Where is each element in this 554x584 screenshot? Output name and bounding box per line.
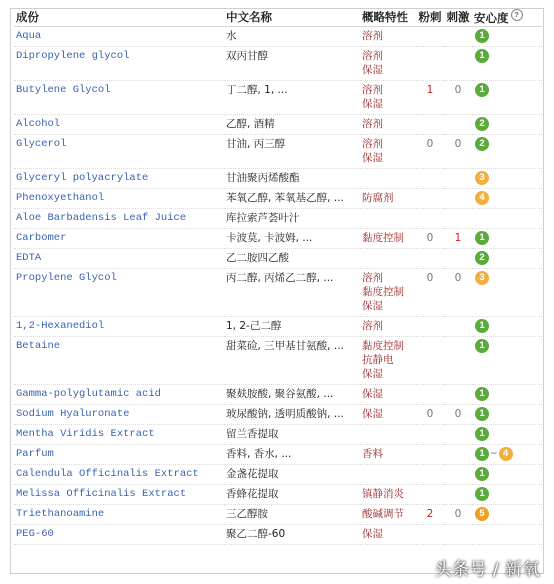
header-safety-label: 安心度 xyxy=(474,12,509,25)
function-tag: 溶剂 xyxy=(362,118,383,130)
safety-badge: 1 xyxy=(475,339,489,353)
function-tag: 保湿 xyxy=(362,408,383,420)
table-row xyxy=(14,189,542,209)
acne-score xyxy=(416,209,444,229)
chinese-name: 卡波莫, 卡波姆, ... xyxy=(224,229,360,249)
safety-badge: 1 xyxy=(475,49,489,63)
irritation-score xyxy=(444,189,472,209)
acne-score xyxy=(416,485,444,505)
header-irritation[interactable]: 刺激 xyxy=(444,8,472,27)
ingredient-link[interactable]: Triethanoamine xyxy=(14,505,224,525)
safety-cell xyxy=(472,405,542,425)
header-ingredient[interactable]: 成份 xyxy=(14,8,224,27)
ingredient-link[interactable]: 1,2-Hexanediol xyxy=(14,317,224,337)
acne-score xyxy=(416,249,444,269)
function-tag: 保湿 xyxy=(362,388,383,400)
function-cell xyxy=(360,209,416,229)
safety-cell xyxy=(472,525,542,545)
function-tag: 抗静电 xyxy=(362,354,394,366)
acne-score xyxy=(416,169,444,189)
header-acne[interactable]: 粉刺 xyxy=(416,8,444,27)
safety-cell xyxy=(472,115,542,135)
ingredient-link[interactable]: Aloe Barbadensis Leaf Juice xyxy=(14,209,224,229)
function-tag: 黏度控制 xyxy=(362,340,404,352)
chinese-name: 金盏花提取 xyxy=(224,465,360,485)
table-body xyxy=(14,27,542,545)
ingredient-link[interactable]: Aqua xyxy=(14,27,224,47)
irritation-score xyxy=(444,525,472,545)
table-row xyxy=(14,249,542,269)
chinese-name: 甘油, 丙三醇 xyxy=(224,135,360,169)
help-icon[interactable]: ? xyxy=(511,9,523,21)
irritation-score xyxy=(444,115,472,135)
header-function[interactable]: 概略特性 xyxy=(360,8,416,27)
ingredient-link[interactable]: Carbomer xyxy=(14,229,224,249)
watermark: 头条号 / 新氧 xyxy=(434,560,540,580)
function-tag: 保湿 xyxy=(362,64,383,76)
range-separator: ~ xyxy=(490,449,498,459)
function-tag: 溶剂 xyxy=(362,50,383,62)
header-safety[interactable] xyxy=(472,8,542,27)
ingredient-link[interactable]: Melissa Officinalis Extract xyxy=(14,485,224,505)
function-cell xyxy=(360,525,416,545)
acne-score: 0 xyxy=(416,269,444,317)
table-row xyxy=(14,505,542,525)
safety-badge: 3 xyxy=(475,171,489,185)
irritation-score: 0 xyxy=(444,269,472,317)
table-row xyxy=(14,525,542,545)
ingredient-link[interactable]: Butylene Glycol xyxy=(14,81,224,115)
chinese-name: 库拉索芦荟叶汁 xyxy=(224,209,360,229)
chinese-name: 水 xyxy=(224,27,360,47)
safety-badge: 1 xyxy=(475,319,489,333)
acne-score: 1 xyxy=(416,81,444,115)
function-tag: 香料 xyxy=(362,448,383,460)
ingredient-link[interactable]: Calendula Officinalis Extract xyxy=(14,465,224,485)
function-cell xyxy=(360,269,416,317)
acne-score: 2 xyxy=(416,505,444,525)
irritation-score: 0 xyxy=(444,81,472,115)
safety-cell xyxy=(472,135,542,169)
safety-cell xyxy=(472,505,542,525)
header-cn-name[interactable]: 中文名称 xyxy=(224,8,360,27)
function-tag: 溶剂 xyxy=(362,272,383,284)
table-row xyxy=(14,229,542,249)
ingredient-link[interactable]: Alcohol xyxy=(14,115,224,135)
safety-badge: 1 xyxy=(475,29,489,43)
ingredient-link[interactable]: Gamma-polyglutamic acid xyxy=(14,385,224,405)
chinese-name: 乙醇, 酒精 xyxy=(224,115,360,135)
table-row xyxy=(14,209,542,229)
irritation-score xyxy=(444,169,472,189)
ingredient-link[interactable]: Parfum xyxy=(14,445,224,465)
ingredient-link[interactable]: Mentha Viridis Extract xyxy=(14,425,224,445)
safety-cell xyxy=(472,317,542,337)
function-cell xyxy=(360,249,416,269)
safety-badge: 1 xyxy=(475,487,489,501)
safety-cell xyxy=(472,425,542,445)
safety-badge: 1 xyxy=(475,387,489,401)
chinese-name: 丙二醇, 丙烯乙二醇, ... xyxy=(224,269,360,317)
function-cell xyxy=(360,425,416,445)
safety-badge: 1 xyxy=(475,467,489,481)
irritation-score xyxy=(444,317,472,337)
table-row xyxy=(14,485,542,505)
irritation-score xyxy=(444,209,472,229)
ingredient-link[interactable]: PEG-60 xyxy=(14,525,224,545)
chinese-name: 1, 2-己二醇 xyxy=(224,317,360,337)
safety-badge: 4 xyxy=(499,447,513,461)
function-cell xyxy=(360,169,416,189)
chinese-name: 香料, 香水, ... xyxy=(224,445,360,465)
ingredient-link[interactable]: Propylene Glycol xyxy=(14,269,224,317)
safety-badge: 2 xyxy=(475,251,489,265)
function-cell xyxy=(360,27,416,47)
function-cell xyxy=(360,405,416,425)
function-cell xyxy=(360,189,416,209)
chinese-name: 三乙醇胺 xyxy=(224,505,360,525)
chinese-name: 甘油聚丙烯酸酯 xyxy=(224,169,360,189)
table-row xyxy=(14,27,542,47)
table-row xyxy=(14,169,542,189)
function-cell xyxy=(360,505,416,525)
function-tag: 保湿 xyxy=(362,152,383,164)
chinese-name: 香蜂花提取 xyxy=(224,485,360,505)
irritation-score xyxy=(444,465,472,485)
table-header-row xyxy=(14,8,542,27)
acne-score xyxy=(416,465,444,485)
function-tag: 溶剂 xyxy=(362,30,383,42)
table-row xyxy=(14,385,542,405)
safety-badge: 1 xyxy=(475,407,489,421)
ingredient-link[interactable]: Glycerol xyxy=(14,135,224,169)
chinese-name: 丁二醇, 1, ... xyxy=(224,81,360,115)
chinese-name: 聚麸胺酸, 聚谷氨酸, ... xyxy=(224,385,360,405)
irritation-score xyxy=(444,445,472,465)
irritation-score xyxy=(444,27,472,47)
function-cell xyxy=(360,317,416,337)
acne-score xyxy=(416,385,444,405)
table-row xyxy=(14,115,542,135)
function-tag: 防腐剂 xyxy=(362,192,394,204)
acne-score xyxy=(416,525,444,545)
table-row xyxy=(14,269,542,317)
table-row xyxy=(14,317,542,337)
acne-score xyxy=(416,425,444,445)
acne-score xyxy=(416,47,444,81)
function-cell xyxy=(360,229,416,249)
safety-cell xyxy=(472,47,542,81)
function-tag: 酸碱调节 xyxy=(362,508,404,520)
function-tag: 保湿 xyxy=(362,528,383,540)
acne-score: 0 xyxy=(416,405,444,425)
acne-score xyxy=(416,445,444,465)
function-cell xyxy=(360,385,416,405)
safety-cell xyxy=(472,337,542,385)
safety-cell xyxy=(472,27,542,47)
safety-cell xyxy=(472,189,542,209)
function-tag: 溶剂 xyxy=(362,138,383,150)
table-row xyxy=(14,405,542,425)
function-tag: 黏度控制 xyxy=(362,286,404,298)
acne-score xyxy=(416,317,444,337)
acne-score xyxy=(416,115,444,135)
safety-cell xyxy=(472,269,542,317)
ingredient-link[interactable]: Betaine xyxy=(14,337,224,385)
chinese-name: 聚乙二醇-60 xyxy=(224,525,360,545)
chinese-name: 乙二胺四乙酸 xyxy=(224,249,360,269)
irritation-score xyxy=(444,425,472,445)
function-tag: 溶剂 xyxy=(362,320,383,332)
safety-badge: 5 xyxy=(475,507,489,521)
function-cell xyxy=(360,81,416,115)
safety-cell xyxy=(472,249,542,269)
irritation-score: 0 xyxy=(444,505,472,525)
function-tag: 黏度控制 xyxy=(362,232,404,244)
function-cell xyxy=(360,465,416,485)
function-tag: 保湿 xyxy=(362,368,383,380)
safety-cell xyxy=(472,465,542,485)
ingredient-link[interactable]: EDTA xyxy=(14,249,224,269)
table-row xyxy=(14,47,542,81)
function-tag: 保湿 xyxy=(362,98,383,110)
acne-score xyxy=(416,337,444,385)
safety-cell xyxy=(472,209,542,229)
safety-badge: 1 xyxy=(475,231,489,245)
table-row xyxy=(14,81,542,115)
function-cell xyxy=(360,485,416,505)
safety-cell xyxy=(472,445,542,465)
table-row xyxy=(14,465,542,485)
safety-cell xyxy=(472,385,542,405)
safety-cell xyxy=(472,169,542,189)
function-tag: 保湿 xyxy=(362,300,383,312)
acne-score xyxy=(416,27,444,47)
ingredient-link[interactable]: Glyceryl polyacrylate xyxy=(14,169,224,189)
safety-cell xyxy=(472,229,542,249)
acne-score xyxy=(416,189,444,209)
ingredient-link[interactable]: Phenoxyethanol xyxy=(14,189,224,209)
safety-badge: 2 xyxy=(475,117,489,131)
function-cell xyxy=(360,135,416,169)
chinese-name: 苯氧乙醇, 苯氧基乙醇, ... xyxy=(224,189,360,209)
irritation-score xyxy=(444,249,472,269)
irritation-score: 0 xyxy=(444,135,472,169)
safety-badge: 2 xyxy=(475,137,489,151)
table-row xyxy=(14,337,542,385)
chinese-name: 双丙甘醇 xyxy=(224,47,360,81)
ingredient-link[interactable]: Dipropylene glycol xyxy=(14,47,224,81)
chinese-name: 留兰香提取 xyxy=(224,425,360,445)
chinese-name: 甜菜硷, 三甲基甘氨酸, ... xyxy=(224,337,360,385)
safety-badge: 4 xyxy=(475,191,489,205)
acne-score: 0 xyxy=(416,229,444,249)
safety-badge: 1 xyxy=(475,427,489,441)
irritation-score: 1 xyxy=(444,229,472,249)
irritation-score xyxy=(444,337,472,385)
function-tag: 镇静消炎 xyxy=(362,488,404,500)
safety-badge: 1 xyxy=(475,83,489,97)
function-cell xyxy=(360,337,416,385)
safety-badge: 1 xyxy=(475,447,489,461)
chinese-name: 玻尿酸钠, 透明质酸钠, ... xyxy=(224,405,360,425)
function-cell xyxy=(360,445,416,465)
irritation-score xyxy=(444,485,472,505)
irritation-score xyxy=(444,385,472,405)
function-cell xyxy=(360,47,416,81)
acne-score: 0 xyxy=(416,135,444,169)
irritation-score: 0 xyxy=(444,405,472,425)
ingredient-table xyxy=(14,8,542,545)
table-row xyxy=(14,445,542,465)
safety-cell xyxy=(472,81,542,115)
table-row xyxy=(14,135,542,169)
function-cell xyxy=(360,115,416,135)
function-tag: 溶剂 xyxy=(362,84,383,96)
table-row xyxy=(14,425,542,445)
irritation-score xyxy=(444,47,472,81)
safety-badge: 3 xyxy=(475,271,489,285)
ingredient-link[interactable]: Sodium Hyaluronate xyxy=(14,405,224,425)
safety-cell xyxy=(472,485,542,505)
